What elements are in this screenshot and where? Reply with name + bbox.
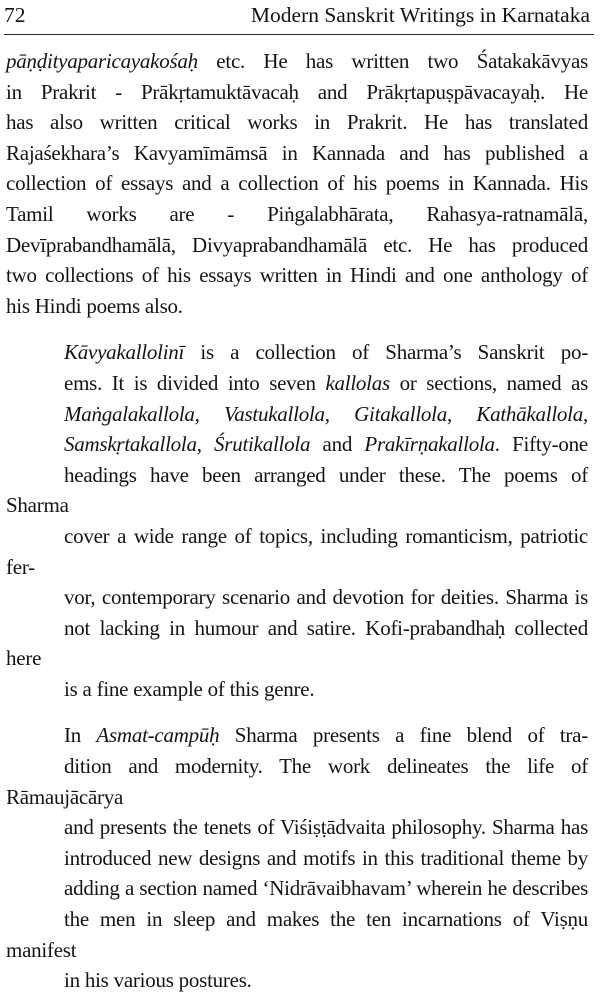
italic-term: Samskṛtakallola <box>64 432 197 457</box>
text-line <box>6 873 588 904</box>
text-line <box>6 460 588 521</box>
running-title: Modern Sanskrit Writings in Karnataka <box>250 3 590 27</box>
header-rule <box>4 34 594 35</box>
text-line <box>6 399 588 430</box>
paragraph-kavyakallolini <box>6 337 588 704</box>
text-line <box>6 751 588 812</box>
text-run: , <box>196 432 215 457</box>
text-run: Sharma presents a fine blend of tra- <box>219 723 588 748</box>
text-run: . Fifty-one <box>494 432 588 457</box>
page-number: 72 <box>4 3 26 27</box>
text-run: is a collection of Sharma’s Sanskrit po- <box>184 340 588 365</box>
text-line <box>6 720 588 751</box>
text-line <box>6 337 588 368</box>
text-line <box>6 291 588 322</box>
text-run: his Hindi poems also. <box>6 293 183 318</box>
text-run: headings have been arranged under these. The poems of Sharma <box>6 462 588 518</box>
text-run: collection of essays and a collection of his poems in Kannada. His <box>6 171 588 196</box>
text-run: introduced new designs and motifs in this traditional theme by <box>64 845 588 870</box>
text-line <box>6 368 588 399</box>
paragraph-works <box>6 46 588 321</box>
text-run: in his various postures. <box>64 968 252 993</box>
text-line <box>6 260 588 291</box>
text-line <box>6 429 588 460</box>
text-line <box>6 812 588 843</box>
text-run: and presents the tenets of Viśiṣṭādvaita philosophy. Sharma has <box>64 815 588 840</box>
text-run: the men in sleep and makes the ten incarnations of Viṣṇu manifest <box>6 907 588 962</box>
text-line <box>6 613 588 674</box>
text-run: and <box>310 432 365 457</box>
italic-term: Kāvyakallolinī <box>64 340 185 365</box>
italic-term: Maṅgalakallola, Vastukallola, Gitakallola, Kathākallola, <box>64 401 588 426</box>
running-header <box>4 0 590 36</box>
italic-term: pāṇḍityaparicayakośaḥ <box>6 49 198 73</box>
text-run: ems. It is divided into seven <box>64 370 326 395</box>
text-line <box>6 107 588 138</box>
text-line <box>6 199 588 230</box>
text-line <box>6 965 588 996</box>
paragraph-asmat-campu <box>6 720 588 995</box>
text-run: In <box>64 723 97 748</box>
text-run: two collections of his essays written in Hindi and one anthology of <box>6 263 588 288</box>
text-run: cover a wide range of topics, including romanticism, patriotic fer- <box>6 523 588 579</box>
text-line <box>6 674 588 705</box>
text-run: or sections, named as <box>389 370 588 395</box>
italic-term: Prakīrṇakallola <box>364 432 495 457</box>
text-run: not lacking in humour and satire. Kofi-prabandhaḥ collected here <box>6 615 588 671</box>
body-text <box>6 46 588 996</box>
text-run: adding a section named ‘Nidrāvaibhavam’ wherein he describes <box>64 876 588 901</box>
text-line <box>6 46 588 77</box>
text-line <box>6 904 588 965</box>
text-line <box>6 582 588 613</box>
text-run: Rajaśekhara’s Kavyamīmāmsā in Kannada and has published a <box>6 140 588 165</box>
text-run: vor, contemporary scenario and devotion for deities. Sharma is <box>64 585 588 610</box>
italic-term: kallolas <box>325 370 390 395</box>
italic-term: Asmat-campūḥ <box>96 723 220 748</box>
text-line <box>6 843 588 874</box>
text-run: has also written critical works in Prakrit. He has translated <box>6 110 588 135</box>
text-run: etc. He has written two Śatakakāvyas <box>197 49 588 73</box>
text-run: in Prakrit - Prākṛtamuktāvacaḥ and Prākṛtapuṣpāvacayaḥ. He <box>6 79 588 104</box>
text-line <box>6 168 588 199</box>
text-run: Devīprabandhamālā, Divyaprabandhamālā etc. He has produced <box>6 232 588 257</box>
text-line <box>6 230 588 261</box>
text-line <box>6 138 588 169</box>
text-line <box>6 521 588 582</box>
text-run: dition and modernity. The work delineates the life of Rāmaujācārya <box>6 754 588 809</box>
text-run: is a fine example of this genre. <box>64 676 315 701</box>
italic-term: Śrutikallola <box>214 432 311 457</box>
text-run: Tamil works are - Piṅgalabhārata, Rahasya-ratnamālā, <box>6 201 588 226</box>
text-line <box>6 77 588 108</box>
